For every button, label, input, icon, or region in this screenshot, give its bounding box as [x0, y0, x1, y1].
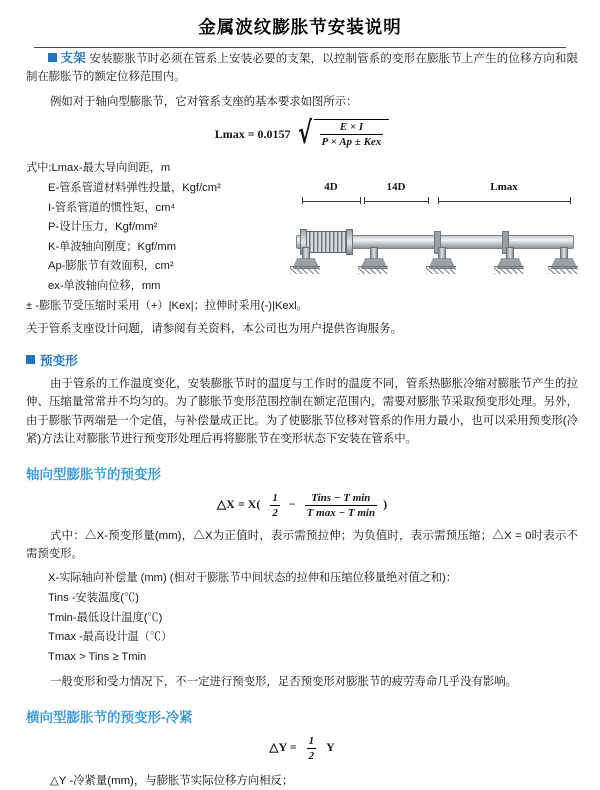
- radical-icon: √: [297, 116, 312, 152]
- lateral-formula-lhs: △Y =: [269, 740, 297, 755]
- lateral-formula-fraction: [301, 734, 323, 762]
- bellows-end-cap-icon: [346, 229, 353, 255]
- lateral-predeform-note: △Y -冷紧量(mm)，与膨胀节实际位移方向相反；: [50, 774, 294, 787]
- lateral-predeform-formula: [26, 734, 578, 762]
- ground-hatch-icon: [290, 266, 320, 274]
- axial-half-numerator: 1: [272, 491, 278, 504]
- figure-dimline-2: [364, 201, 428, 202]
- axial-temp-numerator: Tins − T min: [305, 492, 377, 506]
- lateral-formula-rhs: Y: [326, 740, 335, 755]
- bullet-square-icon: [48, 53, 57, 62]
- predeform-section-heading: [26, 350, 578, 369]
- definition-item: E-管系管道材料弹性投量，Kgf/cm²: [48, 182, 221, 194]
- bullet-square-icon: [26, 355, 35, 364]
- figure-pipe-assembly: [288, 209, 578, 287]
- axial-temp-denominator: T max − T min: [306, 506, 376, 519]
- support-para2: 例如对于轴向型膨胀节，它对管系支座的基本要求如图所示：: [50, 95, 358, 108]
- ground-hatch-icon: [426, 266, 456, 274]
- lmax-fraction: [314, 119, 390, 149]
- support-closing: 关于管系支座设计问题，请参阅有关资料，本公司也为用户提供咨询服务。: [26, 323, 402, 336]
- page-title: 金属波纹膨胀节安装说明: [198, 17, 402, 37]
- lateral-predeform-subheading: 横向型膨胀节的预变形-冷紧: [26, 709, 193, 725]
- support-definitions: [26, 159, 308, 316]
- definition-item: X-实际轴向补偿量 (mm) (相对于膨胀节中间状态的拉伸和压缩位移量绝对值之和)：: [48, 572, 457, 585]
- definition-item: ± -膨胀节受压缩时采用（+）|Kex|；拉伸时采用(-)|Kexl。: [26, 299, 308, 312]
- lmax-sqrt-group: [295, 116, 390, 152]
- lateral-numerator: 1: [308, 734, 315, 747]
- figure-tick: [570, 197, 571, 204]
- definition-item: Tmin-最低设计温度(℃): [48, 611, 163, 624]
- definition-item: ex-单波轴向位移，mm: [48, 279, 161, 292]
- definition-item: Tmax > Tins ≥ Tmin: [48, 650, 147, 663]
- figure-dim-4d: 4D: [324, 181, 338, 194]
- definition-item: Ap-膨胀节有效面积，cm²: [48, 260, 174, 273]
- figure-tick: [360, 197, 361, 204]
- document-page: [0, 14, 600, 787]
- axial-definitions: [26, 569, 578, 667]
- figure-tick: [438, 197, 439, 204]
- ground-hatch-icon: [358, 266, 388, 274]
- axial-formula-lhs: △X = X(: [216, 497, 261, 511]
- figure-dimension-labels: [288, 181, 578, 211]
- definition-item: I-管系管道的惯性矩，cm⁴: [48, 201, 176, 214]
- definitions-and-figure: [26, 155, 578, 316]
- support-heading: 支架: [60, 51, 87, 65]
- document-content: [0, 48, 600, 790]
- axial-predeform-subheading: 轴向型膨胀节的预变形: [26, 466, 161, 482]
- axial-predeform-note: 式中：△X-预变形量(mm)，△X为正值时，表示需预拉伸；为负值时，表示需预压缩；△X = 0时表示不需预变形。: [26, 529, 578, 560]
- lmax-numerator: E × I: [320, 121, 384, 135]
- lmax-formula: [26, 116, 578, 152]
- support-para1: 安装膨胀节时必须在管系上安装必要的支架，以控制管系的变形在膨胀节上产生的位移方向和限制在膨胀节的额定位移范围内。: [26, 53, 579, 84]
- figure-dim-14d: 14D: [386, 181, 406, 194]
- figure-tick: [428, 197, 429, 204]
- definition-item: K-单波轴向刚度；Kgf/mm: [48, 240, 177, 253]
- figure-dimline-1: [302, 201, 360, 202]
- definition-item: P-设计压力，Kgf/mm²: [48, 221, 158, 234]
- figure-dim-lmax: Lmax: [490, 181, 518, 194]
- axial-formula-temp-fraction: [299, 491, 383, 519]
- axial-predeform-formula: [26, 491, 578, 519]
- axial-half-denominator: 2: [272, 506, 278, 519]
- ground-hatch-icon: [548, 266, 578, 274]
- definition-item: 式中:Lmax-最大导向间距，m: [26, 162, 171, 175]
- figure-dimline-3: [438, 201, 570, 202]
- lmax-formula-lhs: Lmax = 0.0157: [214, 126, 291, 141]
- expansion-joint-figure: [288, 181, 578, 289]
- predeform-heading-label: 预变形: [40, 353, 78, 368]
- definition-item: Tins -安装温度(℃): [48, 592, 139, 605]
- figure-column: [284, 155, 578, 289]
- definition-item: Tmax -最高设计温（℃）: [48, 631, 173, 644]
- ground-hatch-icon: [494, 266, 524, 274]
- axial-predeform-closing: 一般变形和受力情况下，不一定进行预变形，足否预变形对膨胀节的疲劳寿命几乎没有影响。: [50, 676, 518, 689]
- figure-tick: [364, 197, 365, 204]
- figure-tick: [302, 197, 303, 204]
- lateral-denominator: 2: [308, 749, 315, 762]
- axial-formula-minus: −: [288, 497, 296, 511]
- support-section-first-para: [26, 48, 578, 87]
- predeform-para1: 由于管系的工作温度变化，安装膨胀节时的温度与工作时的温度不同，管系热膨胀冷缩对膨胀节产生的拉伸、压缩量常常并不均匀的。为了膨胀节变形范围控制在额定范围内，需要对膨胀节采取预变形处理。另外，由于膨胀节两端是一个定值，与补偿量成正比。为了使膨胀节位移对管系的作用力最小，也可以采用预变形(冷紧)方法让对膨胀节进行预变形处理后再将膨胀节在变形状态下安装在管系中。: [26, 377, 578, 446]
- axial-formula-half: [264, 491, 286, 519]
- axial-formula-rhs: ): [383, 497, 388, 511]
- lmax-denominator: P × Ap ± Kex: [321, 136, 382, 149]
